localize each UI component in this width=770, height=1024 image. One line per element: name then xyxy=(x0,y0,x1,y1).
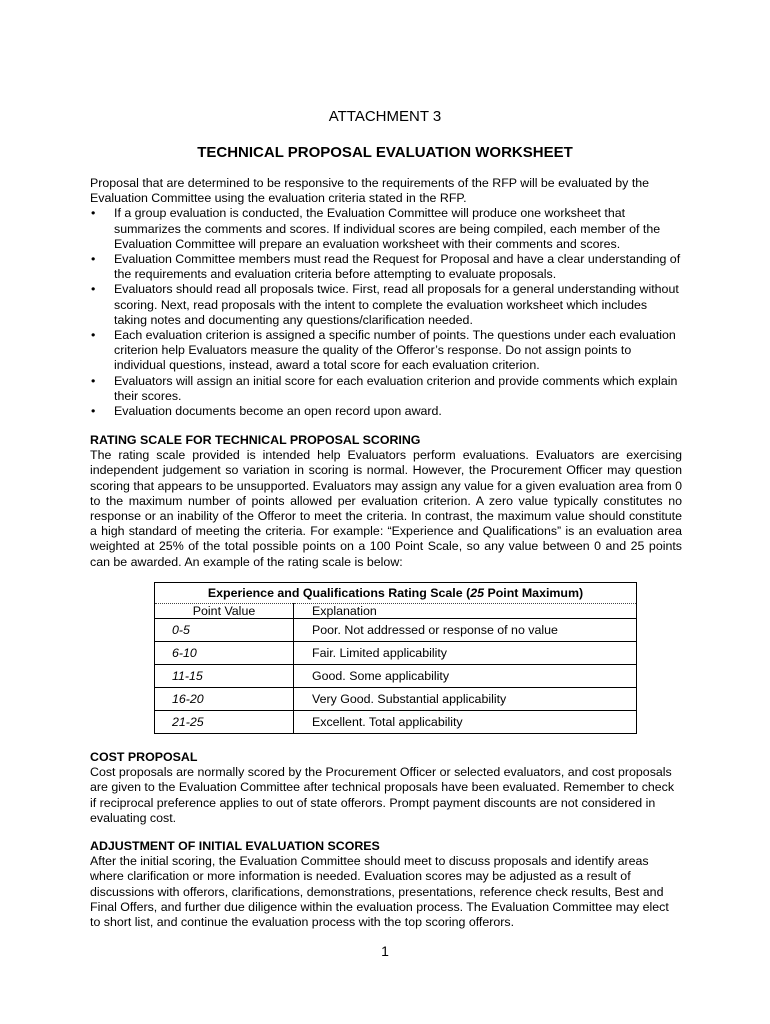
list-item: • Evaluators will assign an initial score for each evaluation criterion and provide comments which explain their scores. xyxy=(90,374,682,404)
table-row xyxy=(155,665,637,688)
point-range: 21-25 xyxy=(155,711,294,734)
adjustment-body: After the initial scoring, the Evaluation Committee should meet to discuss proposals and identify areas where clarification or more information is needed. Evaluation scores may be adjusted as a result of discussions with offerors, clarifications, demonstrations, presentations, reference check results, Best and Final Offers, and further due diligence within the evaluation process. The Evaluation Committee may elect to short list, and continue the evaluation process with the top scoring offerors. xyxy=(90,854,669,930)
point-range: 0-5 xyxy=(155,619,294,642)
intro-section xyxy=(90,176,682,419)
list-item: • Each evaluation criterion is assigned a specific number of points. The questions under each evaluation criterion help Evaluators measure the quality of the Offeror’s response. Do not assign points to individual questions, instead, award a total score for each evaluation criterion. xyxy=(90,328,682,374)
explanation: Fair. Limited applicability xyxy=(294,642,637,665)
intro-paragraph: Proposal that are determined to be responsive to the requirements of the RFP will be evaluated by the Evaluation Committee using the evaluation criteria stated in the RFP. xyxy=(90,176,650,206)
attachment-label: ATTACHMENT 3 xyxy=(328,108,442,125)
page-number: 1 xyxy=(381,943,389,959)
list-item: • Evaluation documents become an open record upon award. xyxy=(90,404,682,419)
cost-proposal-heading: COST PROPOSAL xyxy=(90,750,198,764)
list-item: • Evaluators should read all proposals twice. First, read all proposals for a general understanding without scoring. Next, read proposals with the intent to complete the evaluation worksheet which includes taking notes and documenting any questions/clarification needed. xyxy=(90,282,682,328)
point-range: 16-20 xyxy=(155,688,294,711)
list-item: • If a group evaluation is conducted, the Evaluation Committee will produce one worksheet that summarizes the comments and scores. If individual scores are being compiled, each member of the Evaluation Committee will prepare an evaluation worksheet with their comments and scores. xyxy=(90,206,682,252)
explanation: Very Good. Substantial applicability xyxy=(294,688,637,711)
point-range: 6-10 xyxy=(155,642,294,665)
explanation: Excellent. Total applicability xyxy=(294,711,637,734)
adjustment-section xyxy=(90,839,682,930)
caption-prefix: Experience and Qualifications Rating Scale ( xyxy=(207,586,471,600)
rating-scale-table xyxy=(154,582,637,734)
column-header-explanation: Explanation xyxy=(294,604,637,619)
caption-max: 25 xyxy=(470,586,484,600)
page-title: TECHNICAL PROPOSAL EVALUATION WORKSHEET xyxy=(197,144,573,161)
column-header-point-value: Point Value xyxy=(155,604,294,619)
table-caption xyxy=(155,583,637,604)
table-row xyxy=(155,619,637,642)
table-row xyxy=(155,688,637,711)
caption-suffix: Point Maximum) xyxy=(484,586,584,600)
rating-scale-body: The rating scale provided is intended help Evaluators perform evaluations. Evaluators are exercising independent judgement so variation in scoring is normal. However, the Procurement Officer may question scoring that appears to be unsupported. Evaluators may assign any value for a given evaluation area from 0 to the maximum number of points allowed per evaluation criterion. A zero value typically constitutes no response or an inability of the Offeror to meet the criteria. In contrast, the maximum value should constitute a high standard of meeting the criteria. For example: “Experience and Qualifications” is an evaluation area weighted at 25% of the total possible points on a 100 Point Scale, so any value between 0 and 25 points can be awarded. An example of the rating scale is below: xyxy=(90,448,682,569)
rating-scale-heading: RATING SCALE FOR TECHNICAL PROPOSAL SCORING xyxy=(90,433,421,447)
instruction-list xyxy=(90,206,682,419)
cost-proposal-body: Cost proposals are normally scored by the Procurement Officer or selected evaluators, and cost proposals are given to the Evaluation Committee after technical proposals have been evaluated. Remember to check if reciprocal preference applies to out of state offerors. Prompt payment discounts are not considered in evaluating cost. xyxy=(90,765,675,825)
table-row xyxy=(155,711,637,734)
adjustment-heading: ADJUSTMENT OF INITIAL EVALUATION SCORES xyxy=(90,839,380,853)
cost-proposal-section xyxy=(90,750,682,826)
explanation: Good. Some applicability xyxy=(294,665,637,688)
point-range: 11-15 xyxy=(155,665,294,688)
list-item: • Evaluation Committee members must read the Request for Proposal and have a clear understanding of the requirements and evaluation criteria before attempting to evaluate proposals. xyxy=(90,252,682,282)
rating-scale-section xyxy=(90,433,682,570)
explanation: Poor. Not addressed or response of no value xyxy=(294,619,637,642)
table-row xyxy=(155,642,637,665)
